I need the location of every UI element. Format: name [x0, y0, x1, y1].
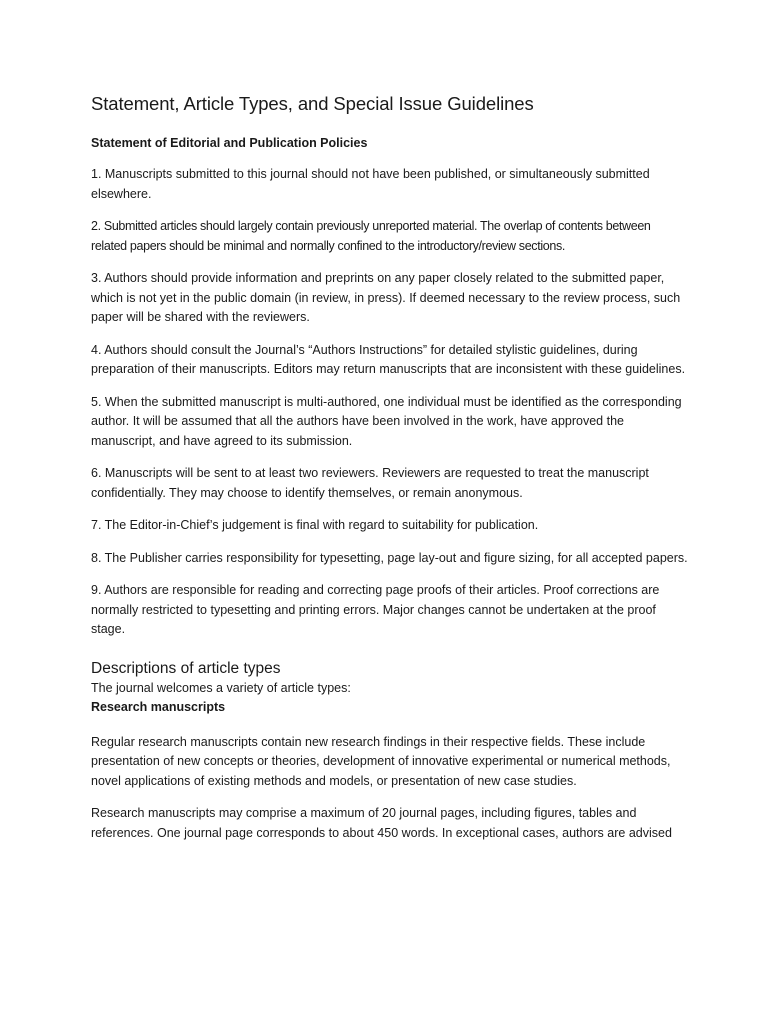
article-types-intro: The journal welcomes a variety of article types: — [91, 680, 351, 695]
policies-heading: Statement of Editorial and Publication Policies — [91, 136, 368, 150]
policy-item-8: 8. The Publisher carries responsibility for typesetting, page lay-out and figure sizing, for all accepted papers. — [91, 550, 688, 565]
policy-item-4: 4. Authors should consult the Journal’s “Authors Instructions” for detailed stylistic guidelines, during preparation of their manuscripts. Editors may return manuscripts that are inconsistent with these guidelines. — [91, 342, 686, 376]
research-manuscripts-heading: Research manuscripts — [91, 699, 226, 714]
policy-item-7: 7. The Editor-in-Chief’s judgement is final with regard to suitability for publication. — [91, 518, 539, 532]
policy-item-5: 5. When the submitted manuscript is multi-authored, one individual must be identified as the corresponding author. It will be assumed that all the authors have been involved in the work, have approved the manuscript, and have agreed to its submission. — [91, 394, 682, 448]
policy-item-9: 9. Authors are responsible for reading and correcting page proofs of their articles. Proof corrections are normally restricted to typesetting and printing errors. Major changes cannot be undertaken at the proof stage. — [91, 583, 660, 636]
policy-item-3: 3. Authors should provide information and preprints on any paper closely related to the submitted paper, which is not yet in the public domain (in review, in press). If deemed necessary to the review process, such paper will be shared with the reviewers. — [91, 271, 681, 324]
document-title: Statement, Article Types, and Special Issue Guidelines — [91, 93, 534, 114]
research-paragraph-2: Research manuscripts may comprise a maximum of 20 journal pages, including figures, tables and references. One journal page corresponds to about 450 words. In exceptional cases, authors are advised — [91, 806, 672, 840]
article-types-heading: Descriptions of article types — [91, 659, 281, 677]
policy-item-1: 1. Manuscripts submitted to this journal should not have been published, or simultaneously submitted elsewhere. — [91, 167, 650, 201]
policy-item-2: 2. Submitted articles should largely contain previously unreported material. The overlap of contents between related papers should be minimal and normally confined to the introductory/review sections. — [91, 219, 651, 253]
policy-item-6: 6. Manuscripts will be sent to at least two reviewers. Reviewers are requested to treat the manuscript confidentially. They may choose to identify themselves, or remain anonymous. — [91, 466, 649, 500]
research-paragraph-1: Regular research manuscripts contain new research findings in their respective fields. These include presentation of new concepts or theories, development of innovative experimental or numerical methods, novel applications of existing methods and models, or presentation of new case studies. — [91, 734, 671, 788]
